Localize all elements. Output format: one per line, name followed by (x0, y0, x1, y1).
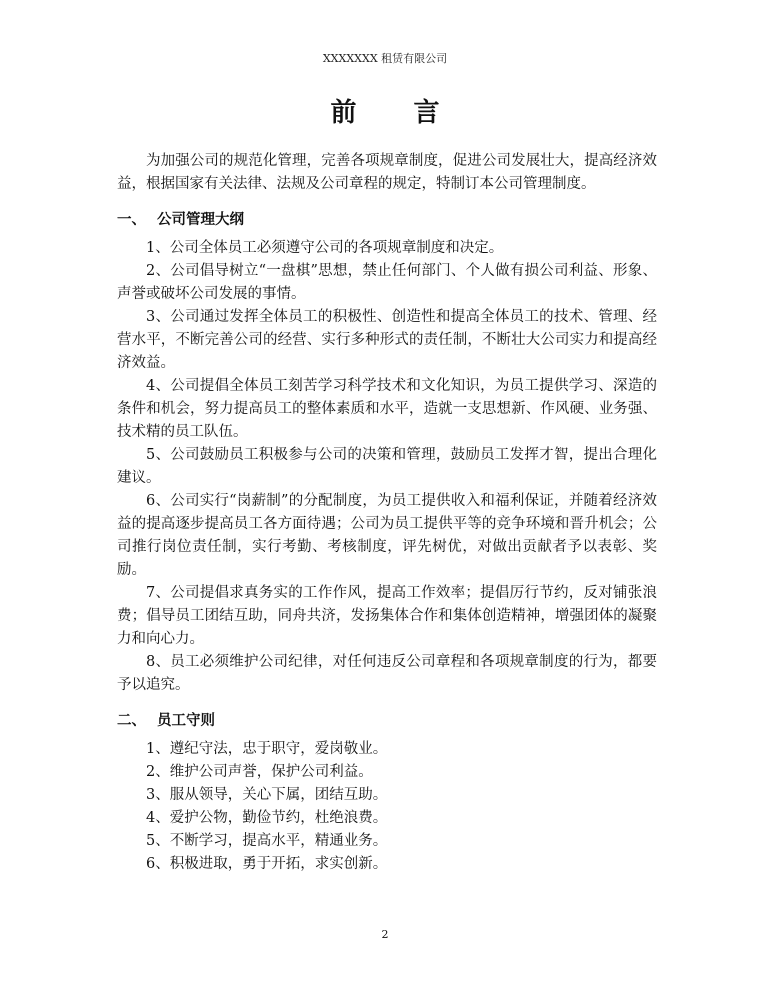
list-item: 8、员工必须维护公司纪律，对任何违反公司章程和各项规章制度的行为，都要予以追究。 (117, 654, 657, 693)
list-item: 7、公司提倡求真务实的工作作风，提高工作效率；提倡厉行节约，反对铺张浪费；倡导员工团结互助，同舟共济，发扬集体合作和集体创造精神，增强团体的凝聚力和向心力。 (117, 585, 657, 647)
section-heading (117, 709, 657, 732)
section-title: 公司管理大纲 (157, 211, 244, 228)
list-item: 6、公司实行“岗薪制”的分配制度，为员工提供收入和福利保证，并随着经济效益的提高逐步提高员工各方面待遇；公司为员工提供平等的竞争环境和晋升机会；公司推行岗位责任制，实行考勤、考核制度，评先树优，对做出贡献者予以表彰、奖励。 (117, 493, 657, 578)
list-item: 6、积极进取，勇于开拓，求实创新。 (146, 856, 388, 872)
page-number: 2 (381, 928, 389, 941)
section-1 (117, 208, 686, 697)
list-item: 5、不断学习，提高水平，精通业务。 (146, 833, 388, 849)
document-body (117, 150, 686, 876)
list-item: 2、公司倡导树立“一盘棋”思想，禁止任何部门、个人做有损公司利益、形象、声誉或破坏公司发展的事情。 (117, 263, 657, 302)
list-item: 3、公司通过发挥全体员工的积极性、创造性和提高全体员工的技术、管理、经营水平，不断完善公司的经营、实行多种形式的责任制，不断壮大公司实力和提高经济效益。 (117, 309, 657, 371)
section-heading (117, 208, 657, 231)
list-item: 4、爱护公物，勤俭节约，杜绝浪费。 (146, 810, 388, 826)
intro-paragraph: 为加强公司的规范化管理，完善各项规章制度，促进公司发展壮大，提高经济效益，根据国家有关法律、法规及公司章程的规定，特制订本公司管理制度。 (117, 153, 657, 192)
list-item: 1、公司全体员工必须遵守公司的各项规章制度和决定。 (146, 240, 504, 256)
list-item: 1、遵纪守法，忠于职守，爱岗敬业。 (146, 741, 388, 757)
section-number: 一、 (117, 211, 146, 228)
list-item: 5、公司鼓励员工积极参与公司的决策和管理，鼓励员工发挥才智，提出合理化建议。 (117, 447, 657, 486)
list-item: 3、服从领导，关心下属，团结互助。 (146, 787, 388, 803)
section-number: 二、 (117, 712, 146, 729)
list-item: 4、公司提倡全体员工刻苦学习科学技术和文化知识，为员工提供学习、深造的 条件和机会，努力提高员工的整体素质和水平，造就一支思想新、作风硬、业务强、技术精的员工队伍。 (117, 378, 686, 440)
section-title: 员工守则 (157, 712, 215, 729)
section-2 (117, 709, 657, 876)
list-item: 2、维护公司声誉，保护公司利益。 (146, 764, 373, 780)
page-title: 前 言 (330, 98, 464, 128)
page-header: XXXXXXX 租赁有限公司 (322, 52, 448, 65)
